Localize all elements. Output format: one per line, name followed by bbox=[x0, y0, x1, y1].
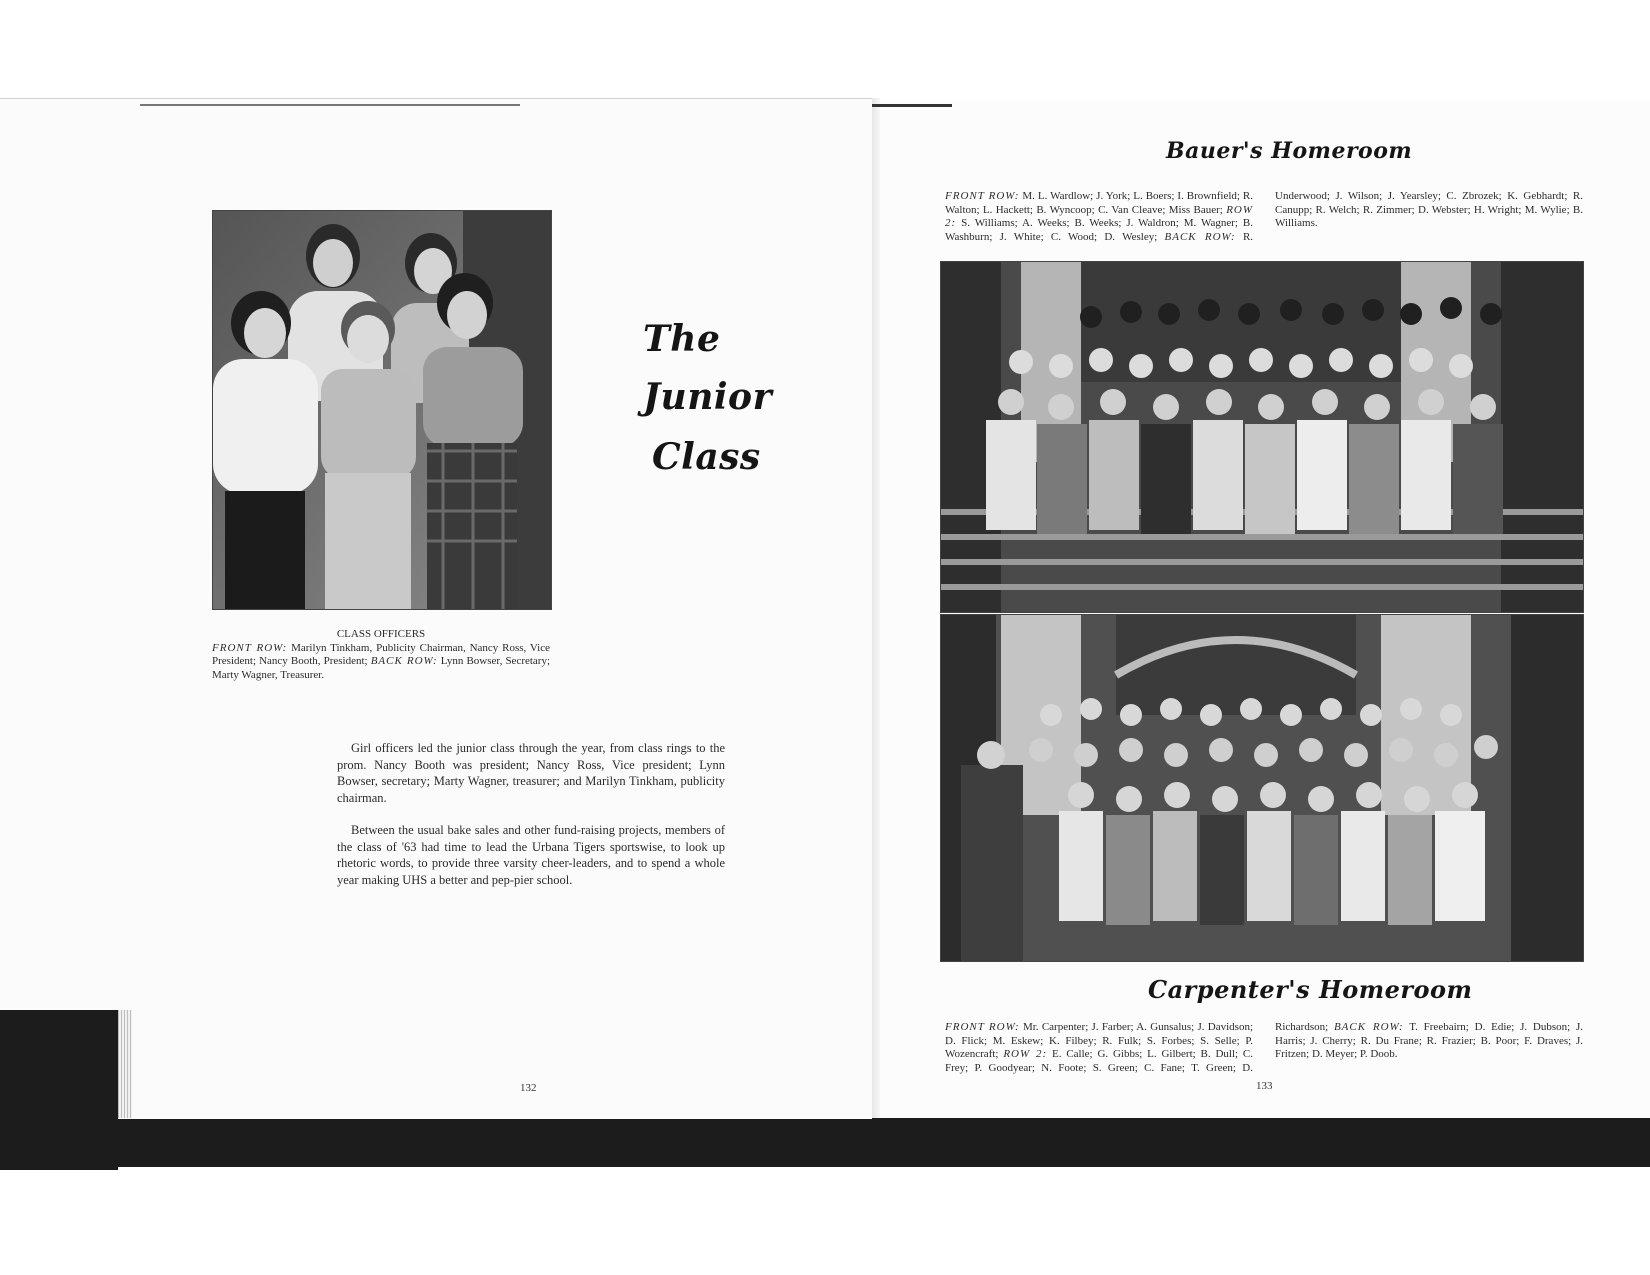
carpenter-back-label: BACK ROW: bbox=[1333, 1021, 1404, 1033]
officers-front-label: FRONT ROW: bbox=[212, 641, 288, 654]
junior-class-article bbox=[337, 740, 725, 904]
top-rule-right bbox=[872, 104, 952, 107]
bauer-homeroom-photo bbox=[940, 261, 1584, 613]
top-rule-left bbox=[140, 104, 520, 106]
scan-bottom-band bbox=[0, 1115, 1650, 1167]
heading-class: Class bbox=[652, 436, 761, 478]
bauer-front-text: M. L. Wardlow; J. York; L. Boers; I. Brownfield; R. Walton; L. Hackett; B. Wyncoop; C. Van Cleave; Miss Bauer; bbox=[945, 190, 1254, 216]
carpenter-front-label: FRONT ROW: bbox=[945, 1021, 1020, 1033]
carpenter-row2-text: E. Calle; G. Gibbs; L. Gilbert; B. Dull; C. Frey; P. Goodyear; N. Foote; S. Green; C. Fane; T. Green; D. Richardson; bbox=[945, 1021, 1329, 1074]
bauer-back-text: R. Underwood; J. Wilson; J. Yearsley; C. Zbrozek; K. Gebhardt; R. Canupp; R. Welch; R. Zimmer; D. Webster; H. Wright; M. Wylie; B. Williams. bbox=[1242, 190, 1583, 243]
page-edges bbox=[118, 1010, 132, 1118]
bauer-front-label: FRONT ROW: bbox=[945, 190, 1020, 202]
article-paragraph-1: Girl officers led the junior class through the year, from class rings to the prom. Nancy Booth was president; Nancy Ross, Vice president; Lynn Bowser, secretary; Marty Wagner, treasurer; and Marilyn Tinkham, publicity chairman. bbox=[337, 741, 725, 805]
book-gutter bbox=[872, 98, 880, 1118]
officers-caption-title: CLASS OFFICERS bbox=[336, 628, 426, 640]
bauer-row2-text: S. Williams; A. Weeks; B. Weeks; J. Waldron; M. Wagner; B. Washburn; J. White; C. Wood; D. Wesley; bbox=[945, 217, 1254, 243]
bauer-back-label: BACK ROW: bbox=[1164, 230, 1236, 243]
page-number-right: 133 bbox=[1256, 1080, 1273, 1092]
bauer-homeroom-title: Bauer's Homeroom bbox=[1166, 138, 1413, 164]
heading-the: The bbox=[643, 318, 721, 360]
carpenter-caption bbox=[945, 1021, 1583, 1075]
officers-back-text: Lynn Bowser, Secretary; Marty Wagner, Treasurer. bbox=[212, 655, 551, 681]
class-officers-photo bbox=[212, 210, 552, 610]
officers-front-text: Marilyn Tinkham, Publicity Chairman, Nancy Ross, Vice President; Nancy Booth, President; bbox=[212, 641, 551, 667]
heading-junior: Junior bbox=[643, 376, 773, 418]
carpenter-row2-label: ROW 2: bbox=[1003, 1048, 1048, 1060]
officers-back-label: BACK ROW: bbox=[370, 655, 438, 667]
carpenter-homeroom-title: Carpenter's Homeroom bbox=[1148, 975, 1473, 1004]
carpenter-back-text: T. Freebairn; D. Edie; J. Dubson; J. Harris; J. Cherry; R. Du Frane; R. Frazier; B. Poor; F. Draves; J. Fritzen; D. Meyer; P. Doob. bbox=[1275, 1021, 1584, 1060]
bauer-caption bbox=[945, 190, 1583, 244]
scan-left-band bbox=[0, 1010, 118, 1170]
bauer-row2-label: ROW 2: bbox=[945, 203, 1254, 229]
carpenter-homeroom-photo bbox=[940, 614, 1584, 962]
officers-caption bbox=[212, 628, 550, 682]
page-number-left: 132 bbox=[520, 1082, 537, 1094]
article-paragraph-2: Between the usual bake sales and other fund-raising projects, members of the class of '63 had time to lead the Urbana Tigers sportswise, to look up rhetoric words, to provide three varsity cheer-leaders, and to spend a whole year making UHS a better and pep-pier school. bbox=[337, 823, 725, 887]
carpenter-front-text: Mr. Carpenter; J. Farber; A. Gunsalus; J. Davidson; D. Flick; M. Eskew; K. Filbey; R. Fulk; S. Forbes; S. Selle; P. Wozencraft; bbox=[945, 1021, 1253, 1060]
